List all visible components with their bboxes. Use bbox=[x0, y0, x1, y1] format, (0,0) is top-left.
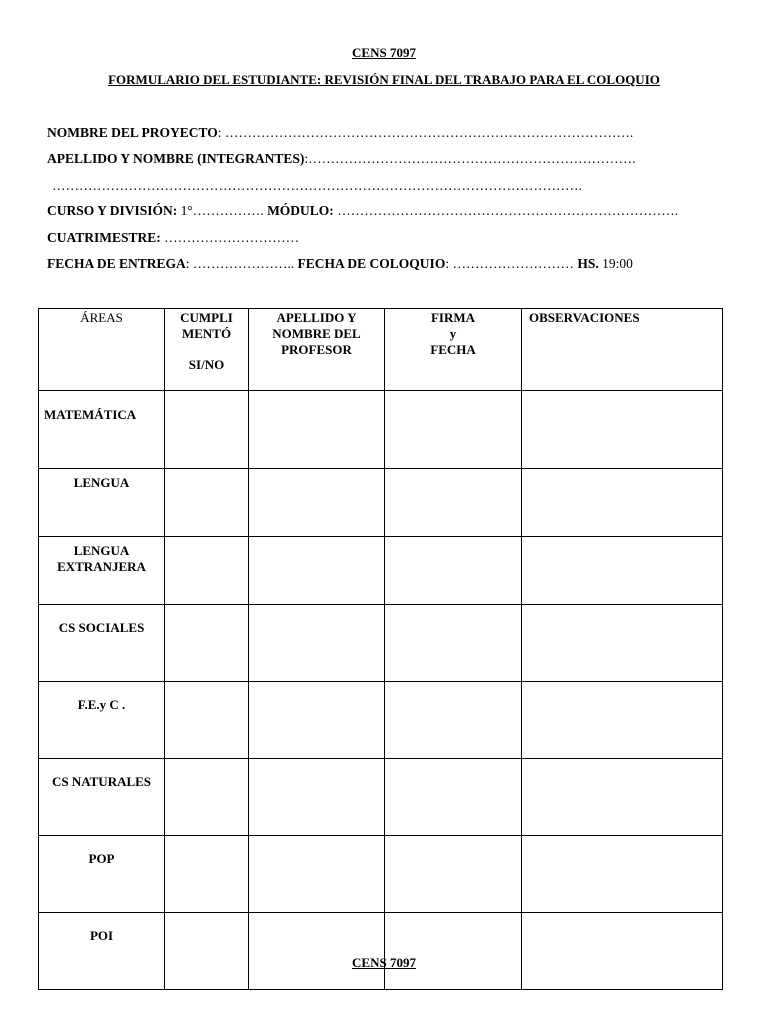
observations-cell[interactable] bbox=[522, 537, 723, 605]
area-cell: LENGUA EXTRANJERA bbox=[39, 537, 165, 605]
signature-cell[interactable] bbox=[385, 391, 522, 469]
compliance-cell[interactable] bbox=[165, 537, 249, 605]
signature-cell[interactable] bbox=[385, 605, 522, 682]
area-cell: CS NATURALES bbox=[39, 759, 165, 836]
review-table bbox=[38, 308, 723, 990]
observations-cell[interactable] bbox=[522, 913, 723, 990]
teacher-cell[interactable] bbox=[249, 759, 385, 836]
table-row bbox=[39, 537, 723, 605]
area-cell: POP bbox=[39, 836, 165, 913]
area-cell: LENGUA bbox=[39, 469, 165, 537]
semester-label: CUATRIMESTRE: bbox=[47, 230, 161, 245]
delivery-date-value[interactable]: : ………………….. bbox=[185, 256, 298, 271]
header-compliance: CUMPLI MENTÓ SI/NO bbox=[165, 309, 249, 391]
project-name-value[interactable]: : ………………………………………………………………………………. bbox=[217, 125, 634, 140]
hours-value: 19:00 bbox=[598, 256, 633, 271]
compliance-cell[interactable] bbox=[165, 682, 249, 759]
table-row bbox=[39, 605, 723, 682]
teacher-cell[interactable] bbox=[249, 682, 385, 759]
signature-cell[interactable] bbox=[385, 469, 522, 537]
observations-cell[interactable] bbox=[522, 391, 723, 469]
project-name-label: NOMBRE DEL PROYECTO bbox=[47, 125, 218, 140]
signature-cell[interactable] bbox=[385, 836, 522, 913]
teacher-cell[interactable] bbox=[249, 913, 385, 990]
observations-cell[interactable] bbox=[522, 682, 723, 759]
compliance-cell[interactable] bbox=[165, 469, 249, 537]
header-areas: ÁREAS bbox=[39, 309, 165, 391]
table-row bbox=[39, 469, 723, 537]
table-header-row bbox=[39, 309, 723, 391]
table-row bbox=[39, 913, 723, 990]
teacher-cell[interactable] bbox=[249, 391, 385, 469]
compliance-cell[interactable] bbox=[165, 836, 249, 913]
teacher-cell[interactable] bbox=[249, 537, 385, 605]
school-title: CENS 7097 bbox=[352, 45, 416, 60]
members-field bbox=[47, 151, 636, 167]
dates-field bbox=[47, 256, 633, 272]
colloquium-date-label: FECHA DE COLOQUIO bbox=[297, 256, 446, 271]
area-cell: F.E.y C . bbox=[39, 682, 165, 759]
compliance-cell[interactable] bbox=[165, 913, 249, 990]
form-title: FORMULARIO DEL ESTUDIANTE: REVISIÓN FINAL DEL TRABAJO PARA EL COLOQUIO bbox=[108, 72, 660, 87]
area-cell: MATEMÁTICA bbox=[39, 391, 165, 469]
compliance-cell[interactable] bbox=[165, 605, 249, 682]
compliance-cell[interactable] bbox=[165, 759, 249, 836]
teacher-cell[interactable] bbox=[249, 605, 385, 682]
members-value[interactable]: :………………………………………………………………. bbox=[304, 151, 636, 166]
module-value[interactable]: …………………………………………………………………. bbox=[333, 203, 679, 218]
module-label: MÓDULO: bbox=[267, 203, 334, 218]
signature-cell[interactable] bbox=[385, 759, 522, 836]
project-name-field bbox=[47, 125, 633, 141]
signature-cell[interactable] bbox=[385, 537, 522, 605]
observations-cell[interactable] bbox=[522, 759, 723, 836]
members-field-line-2[interactable]: ………………………………………………………………………………………………………. bbox=[52, 178, 582, 193]
teacher-cell[interactable] bbox=[249, 469, 385, 537]
hours-label: HS. bbox=[577, 256, 599, 271]
table-row bbox=[39, 759, 723, 836]
header-teacher: APELLIDO Y NOMBRE DEL PROFESOR bbox=[249, 309, 385, 391]
footer-school-title: CENS 7097 bbox=[352, 955, 416, 970]
signature-cell[interactable] bbox=[385, 682, 522, 759]
compliance-cell[interactable] bbox=[165, 391, 249, 469]
header-signature: FIRMA y FECHA bbox=[385, 309, 522, 391]
area-cell: CS SOCIALES bbox=[39, 605, 165, 682]
table-row bbox=[39, 391, 723, 469]
delivery-date-label: FECHA DE ENTREGA bbox=[47, 256, 186, 271]
course-module-field bbox=[47, 203, 678, 219]
area-cell: POI bbox=[39, 913, 165, 990]
semester-value[interactable]: ………………………… bbox=[160, 230, 300, 245]
table-row bbox=[39, 836, 723, 913]
semester-field bbox=[47, 230, 299, 246]
course-label: CURSO Y DIVISIÓN: bbox=[47, 203, 178, 218]
signature-cell[interactable] bbox=[385, 913, 522, 990]
colloquium-date-value[interactable]: : ……………………… bbox=[445, 256, 578, 271]
course-value[interactable]: 1°……………. bbox=[177, 203, 268, 218]
observations-cell[interactable] bbox=[522, 469, 723, 537]
table-row bbox=[39, 682, 723, 759]
members-label: APELLIDO Y NOMBRE (INTEGRANTES) bbox=[47, 151, 305, 166]
teacher-cell[interactable] bbox=[249, 836, 385, 913]
header-observations: OBSERVACIONES bbox=[522, 309, 723, 391]
observations-cell[interactable] bbox=[522, 836, 723, 913]
observations-cell[interactable] bbox=[522, 605, 723, 682]
